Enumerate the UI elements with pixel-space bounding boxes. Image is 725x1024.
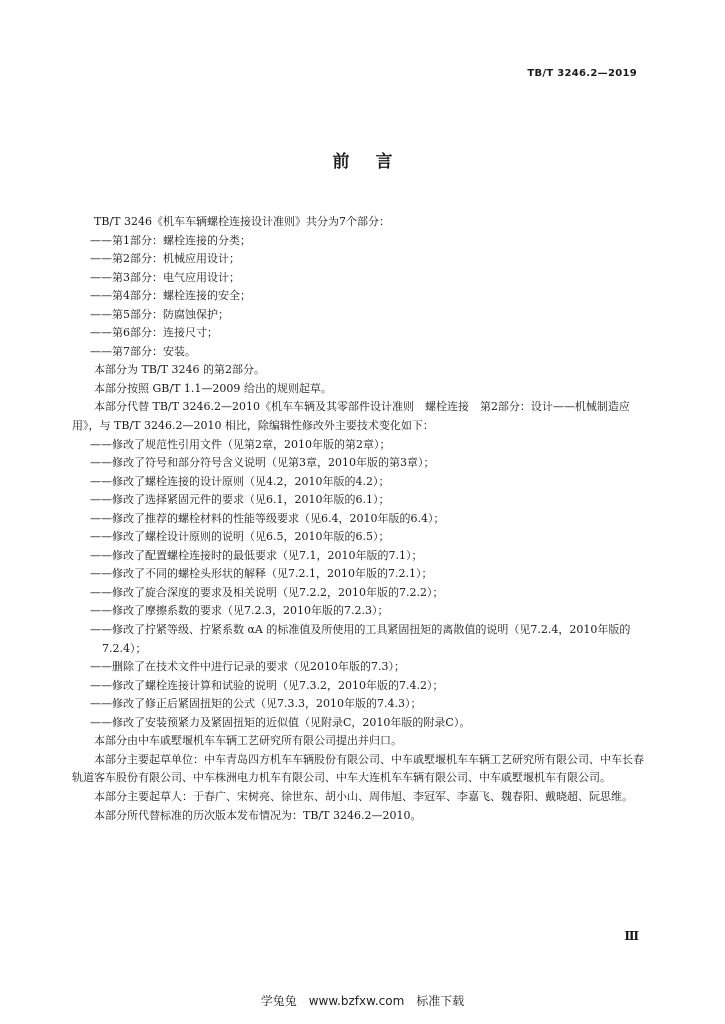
paragraph: 本部分按照 GB/T 1.1—2009 给出的规则起草。 [94, 381, 332, 395]
paragraph-history: 本部分所代替标准的历次版本发布情况为：TB/T 3246.2—2010。 [94, 808, 422, 822]
change-item: ——修改了螺栓连接的设计原则（见4.2，2010年版的4.2）； [90, 474, 390, 488]
paragraph-proposer: 本部分由中车戚墅堰机车车辆工艺研究所有限公司提出并归口。 [94, 734, 402, 748]
paragraph-drafters: 本部分主要起草人：于春广、宋树亮、徐世东、胡小山、周伟旭、李冠军、李嘉飞、魏春阳、戴晓超、阮思维。 [94, 789, 633, 803]
list-item: ——第5部分：防腐蚀保护； [90, 307, 229, 321]
document-body [72, 213, 650, 825]
change-item: ——修改了不同的螺栓头形状的解释（见7.2.1，2010年版的7.2.1）； [90, 567, 433, 581]
change-item: ——修改了配置螺栓连接时的最低要求（见7.1，2010年版的7.1）； [90, 548, 423, 562]
paragraph-drafting-units: 本部分主要起草单位：中车青岛四方机车车辆股份有限公司、中车戚墅堰机车车辆工艺研究所有限公司、中车长春轨道客车股份有限公司、中车株洲电力机车有限公司、中车大连机车车辆有限公司、中车戚墅堰机车有限公司。 [72, 752, 644, 785]
change-item: ——修改了选择紧固元件的要求（见6.1，2010年版的6.1）； [90, 493, 390, 507]
list-item: ——第7部分：安装。 [90, 344, 196, 358]
standard-code: TB/T 3246.2—2019 [527, 68, 637, 79]
paragraph-replacement: 本部分代替 TB/T 3246.2—2010《机车车辆及其零部件设计准则 螺栓连接 第2部分：设计——机械制造应用》，与 TB/T 3246.2—2010 相比，除编辑性修改外主要技术变化如下： [72, 400, 630, 433]
change-item: ——修改了符号和部分符号含义说明（见第3章，2010年版的第3章）； [90, 456, 435, 470]
change-item: ——修改了螺栓连接计算和试验的说明（见7.3.2，2010年版的7.4.2）； [90, 678, 444, 692]
paragraph: 本部分为 TB/T 3246 的第2部分。 [94, 363, 265, 377]
list-item: ——第2部分：机械应用设计； [90, 252, 240, 266]
footer-watermark: 学兔兔 www.bzfxw.com 标准下载 [260, 994, 465, 1008]
change-item: ——修改了推荐的螺栓材料的性能等级要求（见6.4，2010年版的6.4）； [90, 511, 445, 525]
list-item: ——第1部分：螺栓连接的分类； [90, 233, 251, 247]
change-item: ——修改了摩擦系数的要求（见7.2.3，2010年版的7.2.3）； [90, 604, 389, 618]
change-item: ——修改了安装预紧力及紧固扭矩的近似值（见附录C，2010年版的附录C）。 [90, 715, 471, 729]
paragraph-intro: TB/T 3246《机车车辆螺栓连接设计准则》共分为7个部分： [94, 215, 390, 228]
page-number: Ⅲ [624, 929, 639, 943]
page-title: 前言 [332, 152, 419, 172]
list-item: ——第3部分：电气应用设计； [90, 270, 240, 284]
change-item: ——修改了修正后紧固扭矩的公式（见7.3.3，2010年版的7.4.3）； [90, 697, 422, 711]
change-item: ——修改了螺栓设计原则的说明（见6.5，2010年版的6.5）； [90, 530, 390, 544]
list-item: ——第6部分：连接尺寸； [90, 326, 218, 340]
change-item: ——修改了拧紧等级、拧紧系数 αA 的标准值及所使用的工具紧固扭矩的离散值的说明（见7.2.4，2010年版的7.2.4）； [90, 623, 631, 655]
list-item: ——第4部分：螺栓连接的安全； [90, 289, 251, 303]
change-item: ——修改了规范性引用文件（见第2章，2010年版的第2章）； [90, 437, 391, 451]
change-item: ——删除了在技术文件中进行记录的要求（见2010年版的7.3）； [90, 660, 405, 674]
change-item: ——修改了旋合深度的要求及相关说明（见7.2.2，2010年版的7.2.2）； [90, 585, 444, 599]
